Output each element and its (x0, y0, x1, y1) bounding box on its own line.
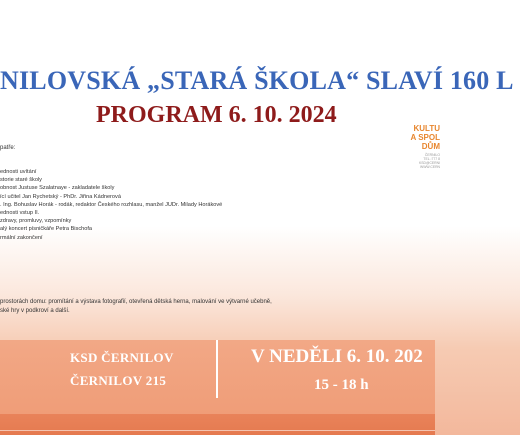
program-item: ednosti vstup II. (0, 210, 40, 217)
logo-small-3: KSD@CERNI (419, 161, 440, 165)
program-item: rmální zakončení (0, 234, 43, 241)
event-date: V NEDĚLI 6. 10. 202 (251, 346, 423, 367)
program-item: zdravy, promluvy, vzpomínky (0, 218, 72, 225)
event-time: 15 - 18 h (314, 377, 369, 393)
logo-small-2: TEL.:777 8 (423, 157, 440, 161)
org-name: KSD ČERNILOV (70, 350, 174, 365)
program-list (0, 168, 222, 242)
footer-divider (216, 340, 218, 398)
org-address: ČERNILOV 215 (70, 373, 167, 388)
program-item: . Ing. Bohuslav Horák - rodák, redaktor Českého rozhlasu, manžel JUDr. Milady Horákové (0, 201, 223, 208)
extras-line-1: prostorách domu: promítání a výstava fotografií, otevřená dětská herna, malování ve výtvarné učebně, (0, 299, 272, 305)
program-item: storie staré školy (0, 177, 42, 184)
extras-paragraph (0, 298, 440, 316)
program-item: alý koncert písničkáře Petra Bischofa (0, 226, 93, 233)
ksd-logo (400, 124, 440, 186)
logo-line-2: A SPOL (410, 133, 440, 142)
extras-line-2: ské hry v podkroví a další. (0, 308, 70, 314)
logo-small-4: WWW.CERN (420, 165, 440, 169)
program-item: ící učitel Jan Rychetský - PhDr. Jiřina Kádnerová (0, 193, 121, 200)
event-title: NILOVSKÁ „STARÁ ŠKOLA“ SLAVÍ 160 L (0, 66, 514, 95)
footer-strip (0, 414, 435, 435)
logo-line-3: DŮM (421, 142, 440, 151)
program-item: obnost Justuse Szalatnaye - zakladatele školy (0, 185, 115, 192)
program-subtitle: PROGRAM 6. 10. 2024 (96, 102, 337, 128)
program-item: ednosti uvítání (0, 169, 37, 175)
logo-line-1: KULTU (413, 124, 440, 133)
logo-small-1: ČERNILO (424, 153, 440, 157)
footer-line (0, 430, 435, 431)
patrons-label: patře: (0, 145, 16, 151)
